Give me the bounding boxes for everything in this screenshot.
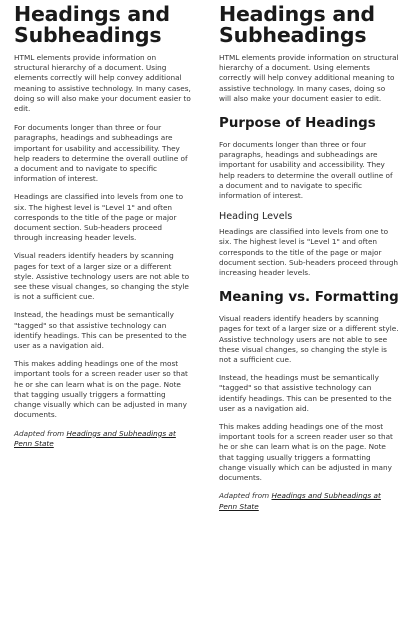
subheading-meaning: Meaning vs. Formatting — [219, 290, 399, 306]
intro-paragraph: HTML elements provide information on structural hierarchy of a document. Using elements correctly will help convey additional meaning to assistive technology. In many cases, doing so will also make your document easier to edit. — [14, 53, 191, 114]
source-citation — [219, 491, 399, 511]
structured-version — [219, 4, 399, 520]
source-link[interactable]: Headings and Subheadings at Penn State — [14, 428, 176, 448]
page-title: Headings and Subheadings — [219, 2, 375, 47]
source-prefix: Adapted from — [219, 491, 272, 501]
visual-paragraph: Visual readers identify headers by scanning pages for text of a larger size or a different style. Assistive technology users are not able to see these visual changes, so changing the style is not a sufficient cue. — [14, 251, 190, 302]
source-prefix: Adapted from — [14, 428, 67, 438]
semantic-paragraph: Instead, the headings must be semantically "tagged" so that assistive technology can identify headings. This can be presented to the user as a navigation aid. — [219, 373, 392, 413]
semantic-paragraph: Instead, the headings must be semantically "tagged" so that assistive technology can identify headings. This can be presented to the user as a navigation aid. — [14, 310, 187, 351]
subheading-levels: Heading Levels — [219, 211, 293, 223]
page-title: Headings and Subheadings — [14, 2, 170, 47]
purpose-paragraph: For documents longer than three or four paragraphs, headings and subheadings are important for usability and accessibility. They help readers to determine the overall outline of a document and to navigate to specific information of interest. — [14, 123, 188, 184]
purpose-paragraph: For documents longer than three or four paragraphs, headings and subheadings are important for usability and accessibility. They help readers to determine the overall outline of a document and to navigate to specific information of interest. — [219, 140, 393, 201]
tools-paragraph: This makes adding headings one of the most important tools for a screen reader user so that he or she can learn what is on the page. Note that tagging usually triggers a formatting change visually which can be adjusted in many documents. — [14, 359, 188, 420]
source-link[interactable]: Headings and Subheadings at Penn State — [219, 491, 381, 511]
subheading-purpose: Purpose of Headings — [219, 116, 376, 132]
intro-paragraph: HTML elements provide information on structural hierarchy of a document. Using elements correctly will help convey additional meaning to assistive technology. In many cases, doing so will also make your document easier to edit. — [219, 53, 399, 103]
unstructured-version — [14, 4, 192, 457]
source-citation — [14, 429, 192, 449]
levels-paragraph: Headings are classified into levels from one to six. The highest level is "Level 1" and often corresponds to the title of the page or major document section. Sub-headers proceed through increasing header levels. — [14, 192, 184, 243]
levels-paragraph: Headings are classified into levels from one to six. The highest level is "Level 1" and often corresponds to the title of the page or major document section. Sub-headers proceed through increasing header levels. — [219, 227, 398, 278]
tools-paragraph: This makes adding headings one of the most important tools for a screen reader user so that he or she can learn what is on the page. Note that tagging usually triggers a formatting change visually which can be adjusted in many documents. — [219, 422, 393, 483]
visual-paragraph: Visual readers identify headers by scanning pages for text of a larger size or a different style. Assistive technology users are not able to see these visual changes, so changing the style is not a sufficient cue. — [219, 314, 399, 365]
